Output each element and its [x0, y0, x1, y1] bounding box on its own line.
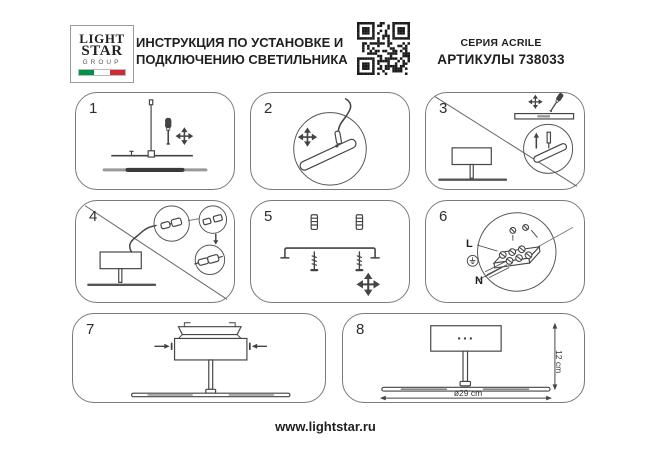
- neutral-wire-label: N: [475, 275, 483, 287]
- logo-text: GROUP: [82, 59, 122, 66]
- series-label: СЕРИЯ ACRILE: [460, 37, 542, 49]
- height-dimension-label: 12 cm: [554, 350, 564, 374]
- step-number: 5: [264, 208, 273, 225]
- qr-code: [357, 22, 410, 75]
- step-panel-2: [250, 92, 410, 190]
- loose-screw-icon: [523, 225, 538, 238]
- step-4-diagram: [76, 201, 234, 302]
- step-number: 7: [86, 321, 95, 338]
- down-arrow-icon: [213, 240, 218, 244]
- step-number: 4: [89, 208, 98, 225]
- mounting-bracket: [285, 248, 375, 258]
- step-panel-6: [425, 200, 585, 303]
- website-url: www.lightstar.ru: [275, 419, 376, 434]
- step-7-diagram: [73, 314, 325, 402]
- bracket-label: [537, 115, 550, 117]
- logo-text: LIGHT: [79, 31, 125, 46]
- step-number: 3: [439, 100, 448, 117]
- rotate-directions-icon: [299, 128, 317, 146]
- step-panel-3: [425, 92, 585, 190]
- title-line-1: ИНСТРУКЦИЯ ПО УСТАНОВКЕ И: [136, 35, 344, 50]
- lightstar-logo: [70, 25, 134, 83]
- rotate-directions-icon: [529, 95, 542, 108]
- step-1-diagram: [76, 93, 234, 189]
- side-screw-arrow: [250, 343, 267, 349]
- step-number: 6: [439, 208, 448, 225]
- step-3-diagram: [426, 93, 584, 189]
- step-panel-7: [72, 313, 326, 403]
- logo-text: STAR: [81, 43, 123, 59]
- title-line-2: ПОДКЛЮЧЕНИЮ СВЕТИЛЬНИКА: [136, 52, 348, 67]
- wall-anchor-icon: [356, 215, 362, 230]
- screwdriver-icon: [549, 93, 564, 112]
- live-wire-label: L: [466, 238, 473, 250]
- wall-anchor-icon: [311, 215, 317, 230]
- rotate-directions-icon: [358, 274, 379, 295]
- power-cable: [130, 226, 156, 252]
- step-panel-8: [342, 313, 585, 403]
- step-number: 1: [89, 100, 98, 117]
- up-arrow-icon: [534, 133, 539, 138]
- diameter-dimension-label: ø29 cm: [453, 388, 483, 398]
- italian-flag-icon: [78, 69, 126, 76]
- step-panel-5: [250, 200, 410, 303]
- ground-symbol-icon: [467, 255, 478, 266]
- product-info: [416, 37, 586, 67]
- screwdriver-icon: [166, 118, 171, 143]
- screw-icon: [311, 252, 317, 270]
- step-number: 8: [356, 321, 365, 338]
- step-number: 2: [264, 100, 273, 117]
- power-cable: [338, 99, 350, 131]
- step-panel-1: [75, 92, 235, 190]
- step-6-diagram: [426, 201, 584, 302]
- step-2-diagram: [251, 93, 409, 189]
- step-5-diagram: [251, 201, 409, 302]
- page-title: [136, 34, 371, 68]
- side-screw-arrow: [155, 343, 172, 349]
- screw-icon: [356, 252, 362, 270]
- articles-label: АРТИКУЛЫ 738033: [437, 52, 565, 67]
- rotate-directions-icon: [176, 128, 192, 144]
- loose-screw-icon: [510, 227, 516, 240]
- step-panel-4: [75, 200, 235, 303]
